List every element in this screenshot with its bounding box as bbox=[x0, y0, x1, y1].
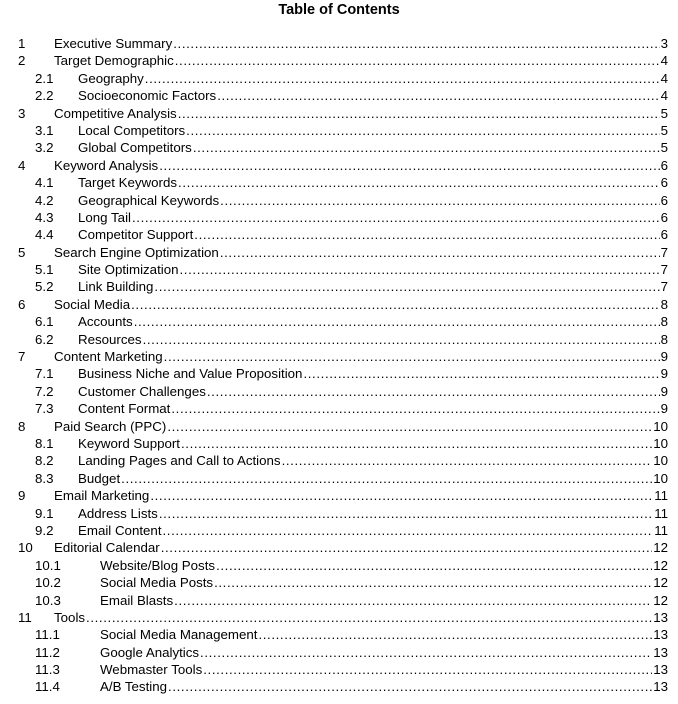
dot-leader bbox=[303, 365, 659, 382]
toc-entry-page: 13 bbox=[653, 679, 668, 695]
toc-entry[interactable] bbox=[0, 418, 678, 435]
toc-entry-page: 7 bbox=[660, 262, 668, 278]
dot-leader bbox=[168, 678, 652, 695]
dot-leader bbox=[282, 452, 653, 469]
toc-entry-page: 12 bbox=[653, 540, 668, 556]
toc-entry-number: 10.3 bbox=[35, 592, 61, 608]
toc-entry-page: 5 bbox=[660, 122, 668, 138]
dot-leader bbox=[200, 644, 652, 661]
toc-entry-page: 12 bbox=[653, 592, 668, 608]
toc-entry-number: 9.1 bbox=[35, 505, 54, 521]
toc-entry[interactable] bbox=[0, 209, 678, 226]
toc-entry-label: Paid Search (PPC) bbox=[54, 418, 167, 434]
toc-entry-page: 10 bbox=[653, 470, 668, 486]
toc-entry[interactable] bbox=[0, 609, 678, 626]
dot-leader bbox=[150, 487, 653, 504]
toc-entry-body bbox=[78, 209, 668, 226]
toc-entry-body bbox=[54, 296, 668, 313]
toc-entry-page: 13 bbox=[653, 627, 668, 643]
toc-entry-number: 5.2 bbox=[35, 279, 54, 295]
toc-entry-number: 5 bbox=[18, 244, 26, 260]
toc-entry-body bbox=[54, 539, 668, 556]
toc-entry-body bbox=[54, 52, 668, 69]
toc-entry[interactable] bbox=[0, 539, 678, 556]
toc-entry-number: 10 bbox=[18, 540, 33, 556]
toc-entry-page: 10 bbox=[653, 435, 668, 451]
toc-entry-number: 11 bbox=[18, 609, 32, 625]
toc-entry-page: 13 bbox=[653, 662, 668, 678]
toc-entry[interactable] bbox=[0, 157, 678, 174]
toc-entry-number: 4.1 bbox=[35, 175, 54, 191]
toc-entry-body bbox=[78, 313, 668, 330]
toc-entry-label: Executive Summary bbox=[54, 36, 173, 51]
toc-entry-body bbox=[78, 383, 668, 400]
toc-entry-number: 5.1 bbox=[35, 262, 54, 278]
toc-entry-page: 4 bbox=[660, 70, 668, 86]
toc-entry[interactable] bbox=[0, 139, 678, 156]
toc-entry-number: 7.3 bbox=[35, 401, 54, 417]
toc-entry[interactable] bbox=[0, 174, 678, 191]
toc-entry[interactable] bbox=[0, 452, 678, 469]
dot-leader bbox=[217, 87, 659, 104]
toc-entry-label: Tools bbox=[54, 609, 86, 625]
toc-entry-label: Address Lists bbox=[78, 505, 158, 521]
dot-leader bbox=[163, 522, 654, 539]
toc-entry-page: 13 bbox=[653, 644, 668, 660]
toc-entry-page: 10 bbox=[653, 418, 668, 434]
toc-entry[interactable] bbox=[0, 470, 678, 487]
toc-entry-body bbox=[78, 261, 668, 278]
toc-entry-label: Email Blasts bbox=[100, 592, 174, 608]
toc-entry-body bbox=[54, 418, 668, 435]
toc-entry-body bbox=[78, 365, 668, 382]
toc-entry-label: Email Marketing bbox=[54, 488, 150, 504]
toc-entry[interactable] bbox=[0, 348, 678, 365]
dot-leader bbox=[207, 383, 660, 400]
toc-entry-number: 6.1 bbox=[35, 314, 54, 330]
toc-entry-page: 5 bbox=[660, 140, 668, 156]
dot-leader bbox=[178, 174, 660, 191]
toc-entry-body bbox=[78, 122, 668, 139]
toc-entry-label: Competitive Analysis bbox=[54, 105, 177, 121]
toc-entry-label: Budget bbox=[78, 470, 121, 486]
toc-entry-page: 8 bbox=[660, 314, 668, 330]
toc-entry-number: 3.2 bbox=[35, 140, 54, 156]
toc-entry-body bbox=[78, 139, 668, 156]
toc-entry-page: 6 bbox=[660, 192, 668, 208]
toc-entry[interactable] bbox=[0, 244, 678, 261]
toc-entry-number: 7.2 bbox=[35, 383, 54, 399]
toc-entry-page: 8 bbox=[660, 296, 668, 312]
toc-entry[interactable] bbox=[0, 261, 678, 278]
toc-entry-page: 3 bbox=[660, 36, 668, 51]
toc-entry-number: 8.1 bbox=[35, 435, 54, 451]
toc-entry-label: Search Engine Optimization bbox=[54, 244, 219, 260]
toc-entry-page: 13 bbox=[653, 609, 668, 625]
toc-entry-body bbox=[100, 626, 668, 643]
toc-entry-page: 12 bbox=[653, 557, 668, 573]
toc-entry-number: 1 bbox=[18, 36, 26, 51]
dot-leader bbox=[164, 348, 660, 365]
toc-entry[interactable] bbox=[0, 400, 678, 417]
toc-entry-number: 4.3 bbox=[35, 209, 54, 225]
toc-entry-page: 10 bbox=[653, 453, 668, 469]
toc-entry-body bbox=[78, 87, 668, 104]
toc-entry-label: Local Competitors bbox=[78, 122, 186, 138]
dot-leader bbox=[175, 52, 660, 69]
toc-entry-page: 11 bbox=[654, 505, 668, 521]
toc-entry[interactable] bbox=[0, 35, 678, 52]
toc-entry-label: Competitor Support bbox=[78, 227, 194, 243]
toc-entry[interactable] bbox=[0, 192, 678, 209]
toc-entry-page: 6 bbox=[660, 209, 668, 225]
toc-entry-number: 8 bbox=[18, 418, 26, 434]
toc-entry-body bbox=[54, 348, 668, 365]
toc-entry-number: 11.4 bbox=[35, 679, 60, 695]
dot-leader bbox=[258, 626, 652, 643]
toc-entry-body bbox=[54, 244, 668, 261]
toc-entry[interactable] bbox=[0, 278, 678, 295]
toc-entry-page: 9 bbox=[660, 401, 668, 417]
toc-entry-page: 6 bbox=[660, 157, 668, 173]
dot-leader bbox=[193, 139, 660, 156]
toc-entry-body bbox=[100, 557, 668, 574]
toc-entry-body bbox=[54, 35, 668, 52]
toc-entry-body bbox=[100, 644, 668, 661]
dot-leader bbox=[173, 35, 659, 52]
toc-entry-number: 8.2 bbox=[35, 453, 54, 469]
dot-leader bbox=[220, 192, 659, 209]
toc-entry-label: Social Media Management bbox=[100, 627, 258, 643]
toc-entry-number: 7 bbox=[18, 349, 26, 365]
dot-leader bbox=[171, 400, 659, 417]
toc-entry-label: Resources bbox=[78, 331, 142, 347]
toc-entry-number: 10.2 bbox=[35, 575, 61, 591]
dot-leader bbox=[159, 505, 653, 522]
toc-entry[interactable] bbox=[0, 70, 678, 87]
toc-entry-number: 3 bbox=[18, 105, 26, 121]
toc-entry-body bbox=[78, 400, 668, 417]
dot-leader bbox=[220, 244, 660, 261]
toc-entry-body bbox=[100, 678, 668, 695]
dot-leader bbox=[134, 313, 660, 330]
toc-entry-number: 11.3 bbox=[35, 662, 60, 678]
toc-entry-number: 10.1 bbox=[35, 557, 61, 573]
toc-entry[interactable] bbox=[0, 87, 678, 104]
toc-list bbox=[0, 35, 678, 696]
toc-entry[interactable] bbox=[0, 626, 678, 643]
toc-entry-body bbox=[54, 487, 668, 504]
toc-entry-label: Socioeconomic Factors bbox=[78, 88, 217, 104]
toc-entry-label: Geographical Keywords bbox=[78, 192, 220, 208]
toc-entry-label: Social Media bbox=[54, 296, 131, 312]
toc-entry-page: 7 bbox=[660, 279, 668, 295]
toc-entry-body bbox=[54, 609, 668, 626]
dot-leader bbox=[180, 261, 660, 278]
toc-entry[interactable] bbox=[0, 313, 678, 330]
toc-entry-label: Content Marketing bbox=[54, 349, 163, 365]
toc-entry-body bbox=[100, 592, 668, 609]
toc-entry[interactable] bbox=[0, 661, 678, 678]
toc-entry-label: Content Format bbox=[78, 401, 171, 417]
toc-entry-number: 6 bbox=[18, 296, 26, 312]
dot-leader bbox=[186, 122, 659, 139]
toc-entry-page: 5 bbox=[660, 105, 668, 121]
toc-entry-body bbox=[100, 661, 668, 678]
dot-leader bbox=[178, 105, 660, 122]
dot-leader bbox=[203, 661, 652, 678]
toc-entry-page: 4 bbox=[660, 88, 668, 104]
toc-entry[interactable] bbox=[0, 644, 678, 661]
dot-leader bbox=[216, 557, 652, 574]
toc-entry-label: Keyword Analysis bbox=[54, 157, 159, 173]
toc-entry[interactable] bbox=[0, 522, 678, 539]
dot-leader bbox=[214, 574, 652, 591]
toc-entry-label: Google Analytics bbox=[100, 644, 200, 660]
toc-entry-number: 4.4 bbox=[35, 227, 54, 243]
toc-entry[interactable] bbox=[0, 226, 678, 243]
toc-entry-number: 9.2 bbox=[35, 522, 54, 538]
dot-leader bbox=[167, 418, 652, 435]
toc-entry-body bbox=[78, 435, 668, 452]
toc-entry-number: 4.2 bbox=[35, 192, 54, 208]
dot-leader bbox=[181, 435, 652, 452]
toc-entry-label: Editorial Calendar bbox=[54, 540, 160, 556]
toc-entry-body bbox=[78, 174, 668, 191]
dot-leader bbox=[121, 470, 652, 487]
toc-entry-number: 2.2 bbox=[35, 88, 54, 104]
toc-entry-label: Long Tail bbox=[78, 209, 131, 225]
dot-leader bbox=[131, 296, 659, 313]
toc-entry-body bbox=[78, 278, 668, 295]
toc-entry-body bbox=[78, 470, 668, 487]
toc-entry-number: 9 bbox=[18, 488, 26, 504]
toc-entry-body bbox=[78, 192, 668, 209]
toc-entry-page: 9 bbox=[660, 366, 668, 382]
toc-entry-body bbox=[78, 452, 668, 469]
toc-entry[interactable] bbox=[0, 574, 678, 591]
toc-entry-label: Link Building bbox=[78, 279, 154, 295]
toc-entry[interactable] bbox=[0, 365, 678, 382]
toc-entry-label: Email Content bbox=[78, 522, 162, 538]
dot-leader bbox=[132, 209, 660, 226]
toc-entry-number: 4 bbox=[18, 157, 26, 173]
toc-entry[interactable] bbox=[0, 557, 678, 574]
toc-entry[interactable] bbox=[0, 678, 678, 695]
toc-entry[interactable] bbox=[0, 592, 678, 609]
toc-entry-label: Target Demographic bbox=[54, 53, 174, 69]
dot-leader bbox=[174, 592, 652, 609]
toc-entry-label: Target Keywords bbox=[78, 175, 178, 191]
dot-leader bbox=[159, 157, 659, 174]
toc-entry-body bbox=[78, 522, 668, 539]
toc-entry[interactable] bbox=[0, 331, 678, 348]
toc-entry-body bbox=[78, 226, 668, 243]
toc-entry-label: Global Competitors bbox=[78, 140, 192, 156]
toc-entry[interactable] bbox=[0, 505, 678, 522]
toc-entry-number: 3.1 bbox=[35, 122, 54, 138]
toc-entry-label: Accounts bbox=[78, 314, 133, 330]
toc-entry-page: 9 bbox=[660, 383, 668, 399]
dot-leader bbox=[154, 278, 659, 295]
toc-entry[interactable] bbox=[0, 383, 678, 400]
dot-leader bbox=[194, 226, 659, 243]
toc-entry-number: 11.1 bbox=[35, 627, 60, 643]
toc-entry-number: 6.2 bbox=[35, 331, 54, 347]
toc-entry-page: 7 bbox=[660, 244, 668, 260]
toc-entry-body bbox=[54, 105, 668, 122]
dot-leader bbox=[145, 70, 660, 87]
toc-entry[interactable] bbox=[0, 122, 678, 139]
toc-entry-page: 8 bbox=[660, 331, 668, 347]
toc-entry-page: 6 bbox=[660, 227, 668, 243]
toc-entry-number: 11.2 bbox=[35, 644, 60, 660]
toc-entry-label: Webmaster Tools bbox=[100, 662, 203, 678]
toc-entry[interactable] bbox=[0, 52, 678, 69]
toc-entry[interactable] bbox=[0, 487, 678, 504]
toc-entry-number: 2.1 bbox=[35, 70, 54, 86]
page-title: Table of Contents bbox=[278, 2, 400, 18]
toc-entry-label: Website/Blog Posts bbox=[100, 557, 216, 573]
toc-entry-label: Landing Pages and Call to Actions bbox=[78, 453, 281, 469]
toc-entry-body bbox=[78, 70, 668, 87]
toc-entry-label: Business Niche and Value Proposition bbox=[78, 366, 303, 382]
toc-entry-body bbox=[78, 505, 668, 522]
toc-entry-label: A/B Testing bbox=[100, 679, 168, 695]
toc-entry-page: 12 bbox=[653, 575, 668, 591]
dot-leader bbox=[86, 609, 652, 626]
toc-entry-label: Keyword Support bbox=[78, 435, 180, 451]
toc-entry-body bbox=[54, 157, 668, 174]
toc-entry-number: 8.3 bbox=[35, 470, 54, 486]
toc-entry-label: Customer Challenges bbox=[78, 383, 206, 399]
toc-entry[interactable] bbox=[0, 435, 678, 452]
toc-entry-page: 6 bbox=[660, 175, 668, 191]
toc-entry-page: 11 bbox=[654, 522, 668, 538]
dot-leader bbox=[143, 331, 660, 348]
toc-entry-page: 11 bbox=[654, 488, 668, 504]
toc-entry-label: Social Media Posts bbox=[100, 575, 214, 591]
toc-entry-body bbox=[100, 574, 668, 591]
toc-entry-page: 9 bbox=[660, 349, 668, 365]
toc-entry-number: 2 bbox=[18, 53, 26, 69]
toc-entry[interactable] bbox=[0, 296, 678, 313]
toc-entry-label: Site Optimization bbox=[78, 262, 179, 278]
dot-leader bbox=[161, 539, 653, 556]
toc-entry-page: 4 bbox=[660, 53, 668, 69]
toc-entry-body bbox=[78, 331, 668, 348]
toc-entry-label: Geography bbox=[78, 70, 144, 86]
toc-entry[interactable] bbox=[0, 105, 678, 122]
toc-entry-number: 7.1 bbox=[35, 366, 54, 382]
